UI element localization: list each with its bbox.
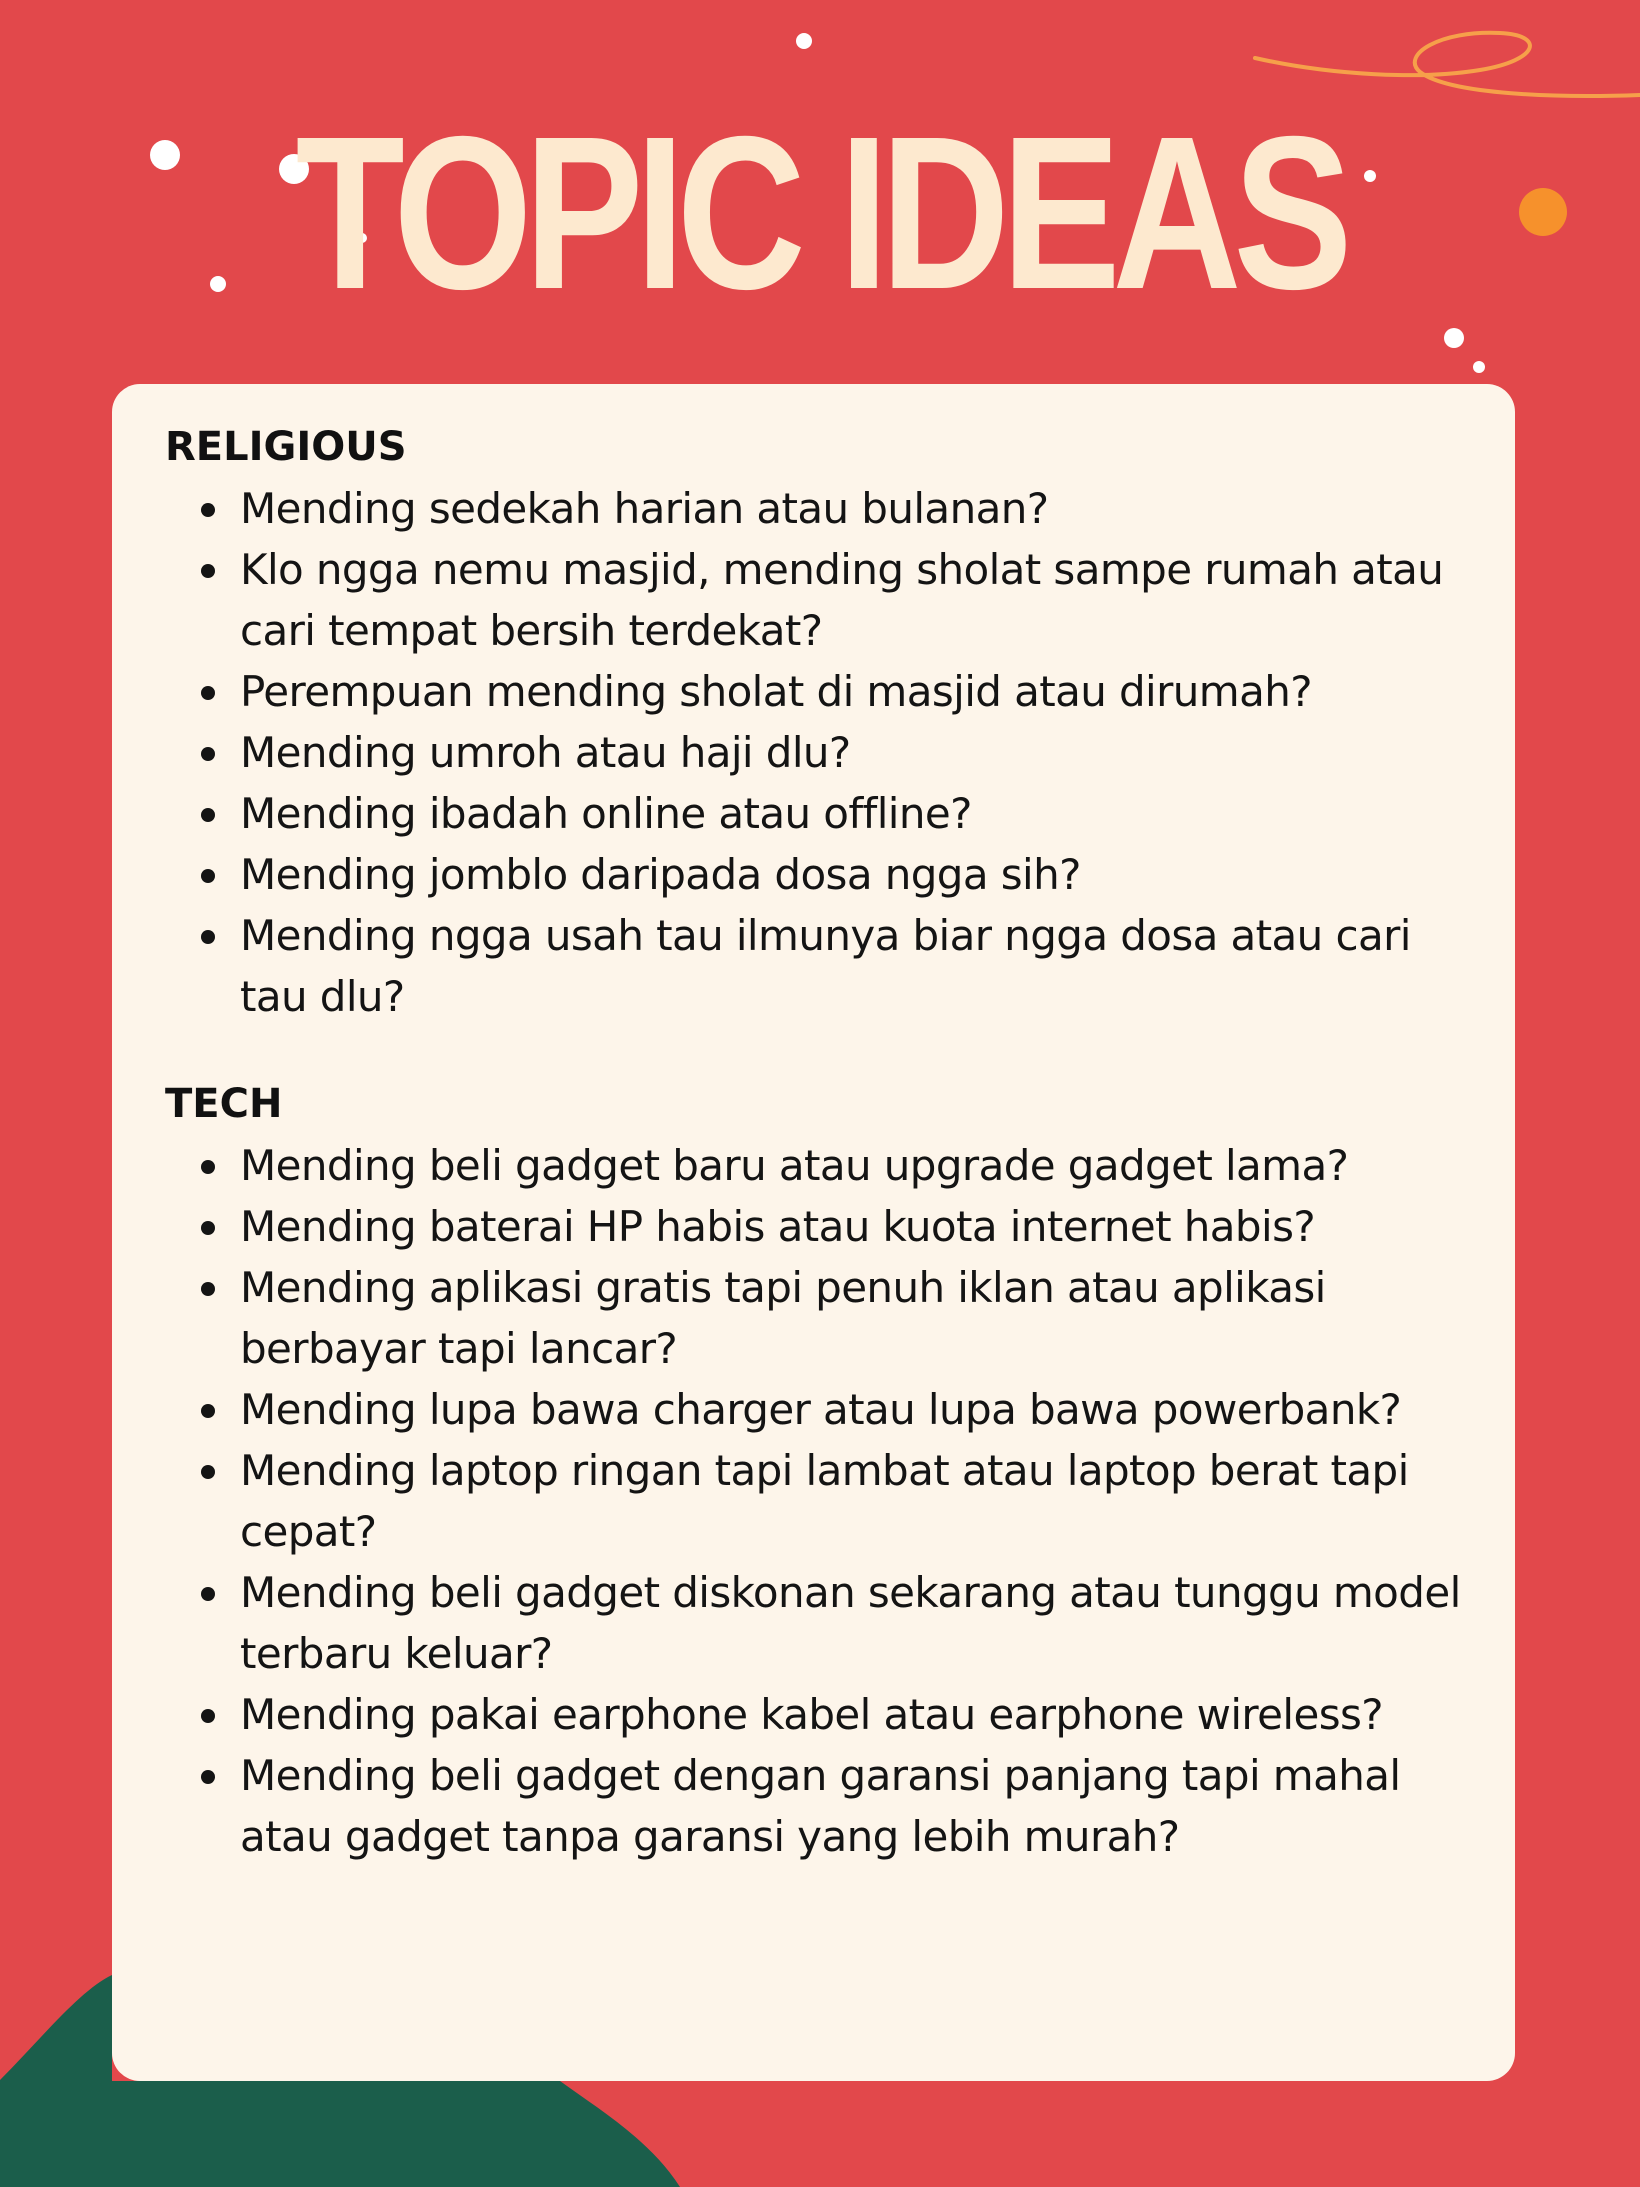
white-dot [796, 33, 812, 49]
list-item: Mending beli gadget diskonan sekarang atau tunggu model terbaru keluar? [165, 1562, 1475, 1684]
list-item: Perempuan mending sholat di masjid atau dirumah? [165, 661, 1475, 722]
list-item: Mending ibadah online atau offline? [165, 783, 1475, 844]
list-item: Mending ngga usah tau ilmunya biar ngga dosa atau cari tau dlu? [165, 905, 1475, 1027]
content-card [112, 384, 1515, 2081]
topic-list [165, 478, 1475, 1027]
page-title: TOPIC IDEAS [295, 92, 1345, 335]
orange-dot [1519, 188, 1567, 236]
list-item: Mending sedekah harian atau bulanan? [165, 478, 1475, 539]
list-item: Mending aplikasi gratis tapi penuh iklan atau aplikasi berbayar tapi lancar? [165, 1257, 1475, 1379]
section-religious [165, 422, 1475, 1027]
list-item: Mending umroh atau haji dlu? [165, 722, 1475, 783]
list-item: Mending pakai earphone kabel atau earphone wireless? [165, 1684, 1475, 1745]
list-item: Mending beli gadget dengan garansi panjang tapi mahal atau gadget tanpa garansi yang lebih murah? [165, 1745, 1475, 1867]
white-dot [1444, 328, 1464, 348]
list-item: Mending lupa bawa charger atau lupa bawa powerbank? [165, 1379, 1475, 1440]
white-dot [1473, 361, 1485, 373]
section-tech [165, 1079, 1475, 1867]
list-item: Mending beli gadget baru atau upgrade gadget lama? [165, 1135, 1475, 1196]
topic-list [165, 1135, 1475, 1867]
section-heading: TECH [165, 1081, 283, 1127]
list-item: Mending baterai HP habis atau kuota internet habis? [165, 1196, 1475, 1257]
section-heading: RELIGIOUS [165, 424, 407, 470]
list-item: Mending laptop ringan tapi lambat atau laptop berat tapi cepat? [165, 1440, 1475, 1562]
list-item: Klo ngga nemu masjid, mending sholat sampe rumah atau cari tempat bersih terdekat? [165, 539, 1475, 661]
orange-swirl-decoration [1255, 33, 1640, 96]
list-item: Mending jomblo daripada dosa ngga sih? [165, 844, 1475, 905]
